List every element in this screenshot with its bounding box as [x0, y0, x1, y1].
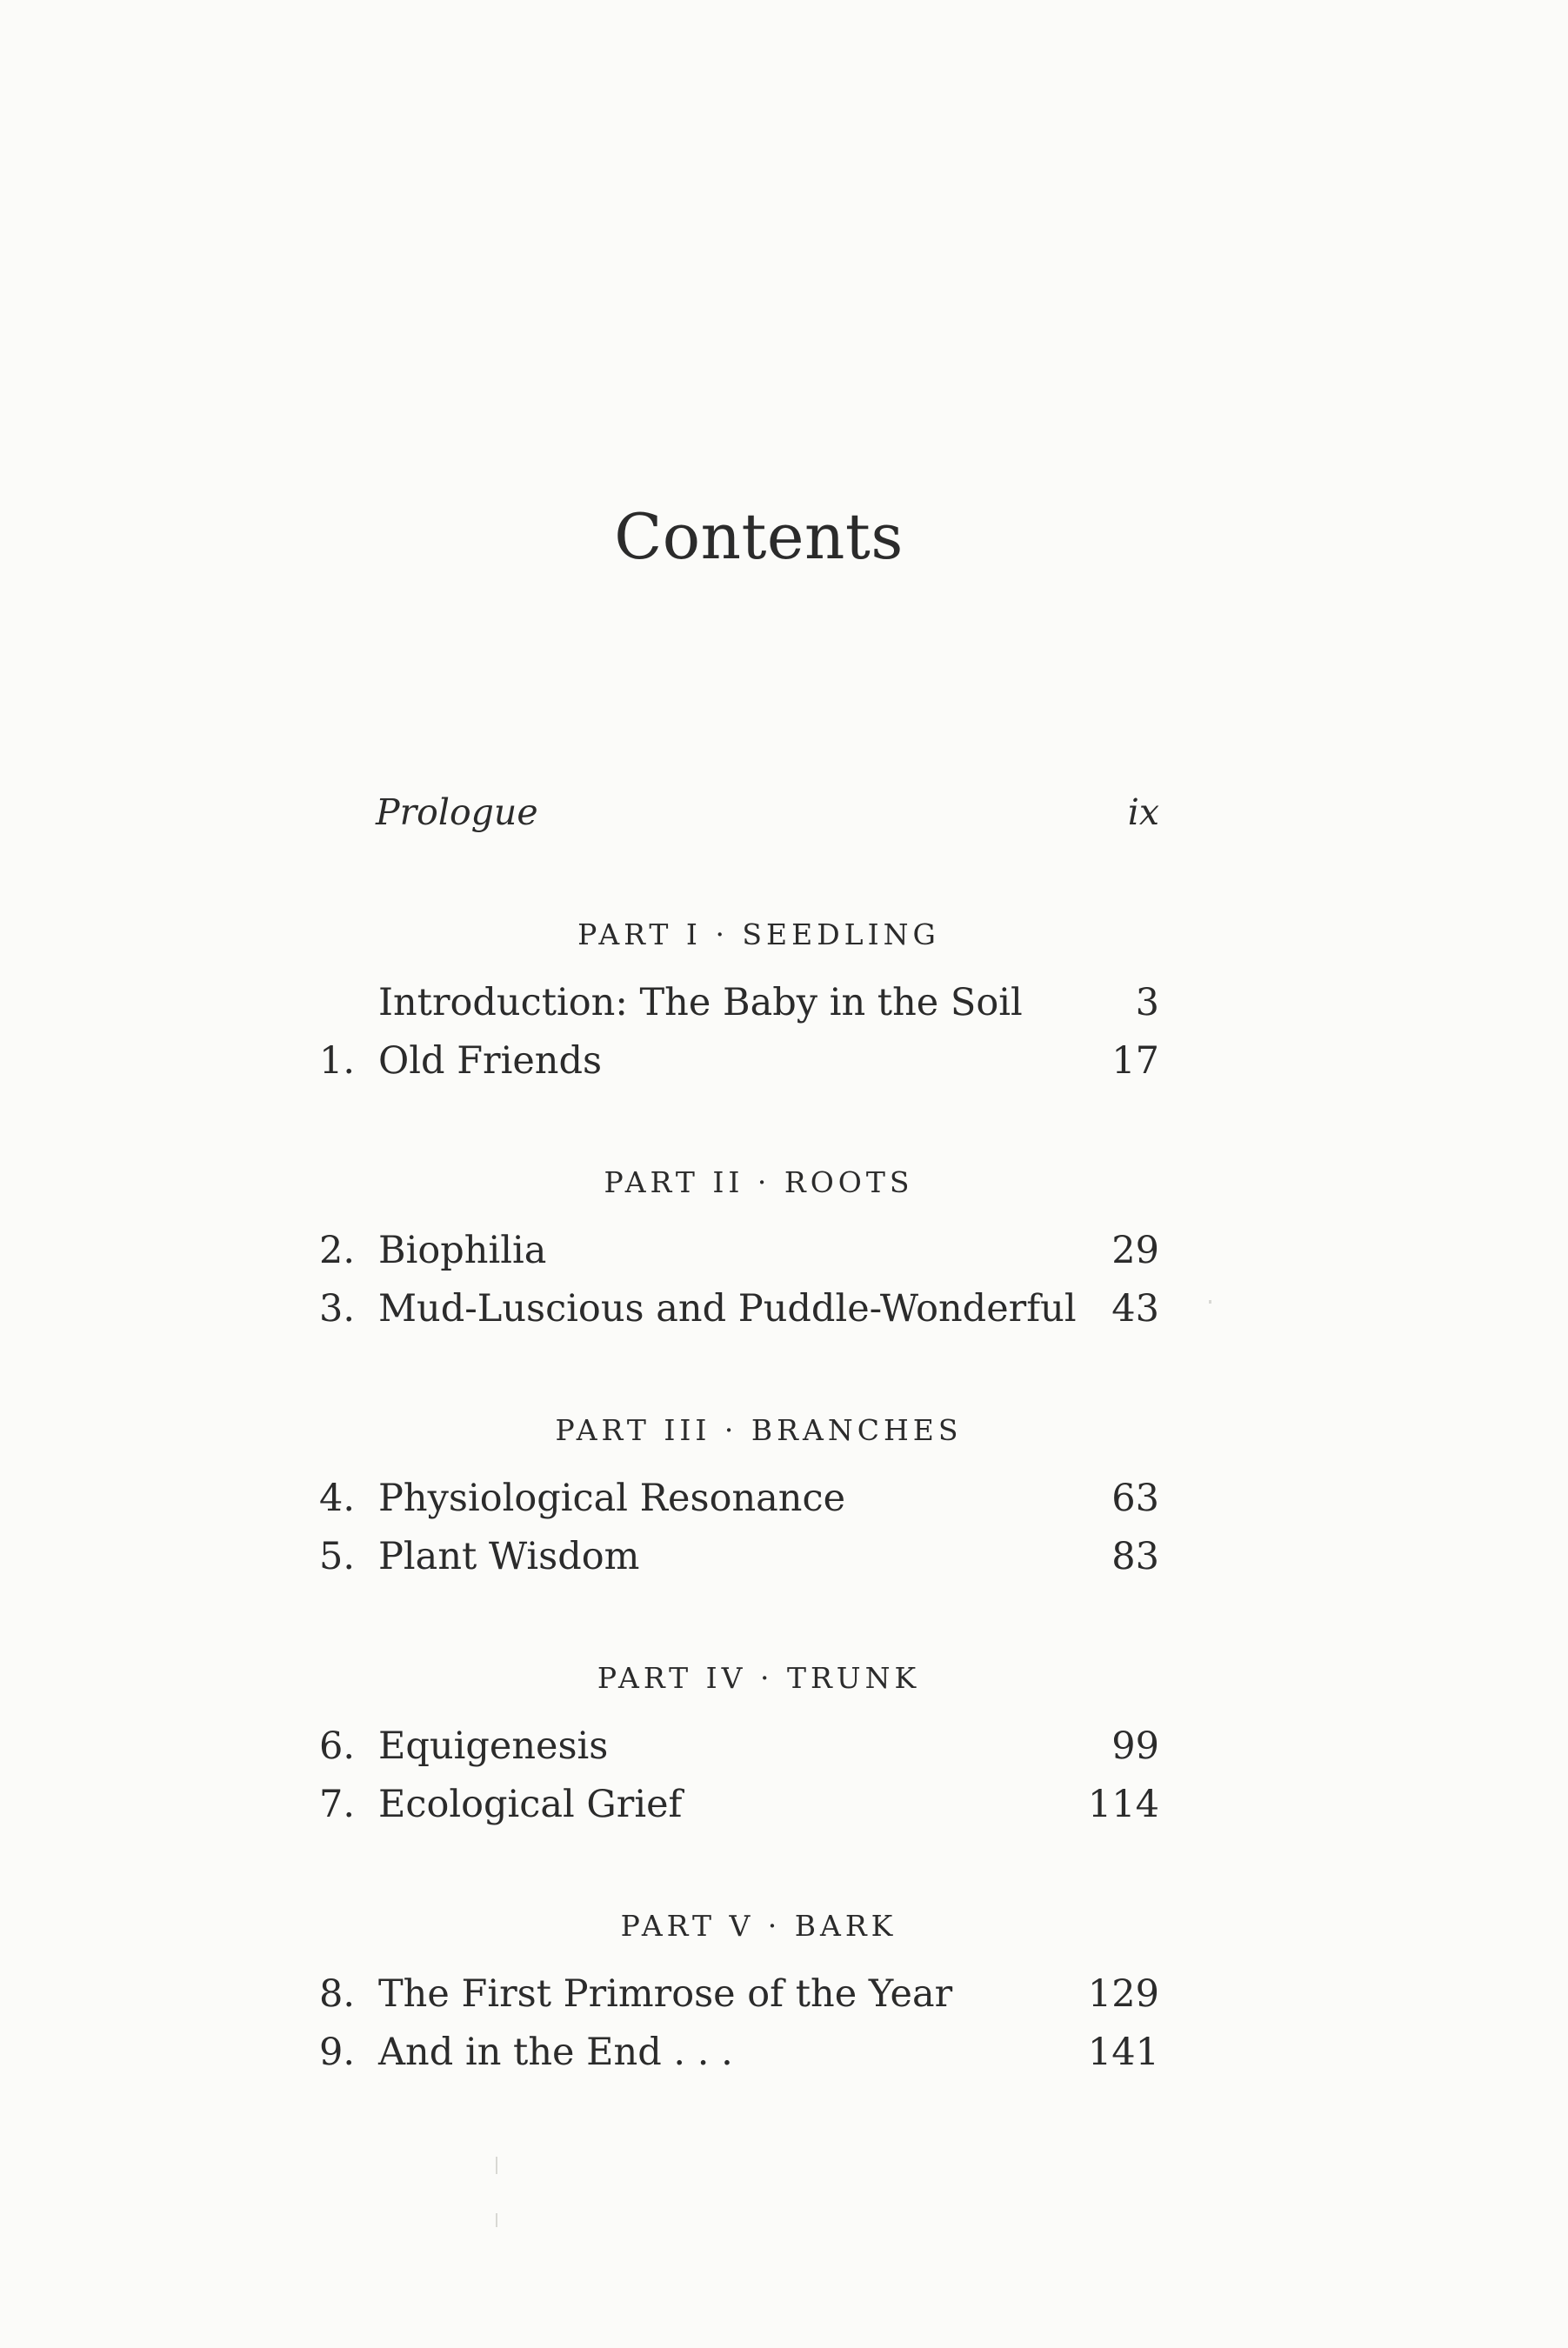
chapter-title: Biophilia: [378, 1229, 547, 1272]
chapter-page-number: 141: [1087, 2031, 1159, 2074]
scan-speck: [496, 2157, 497, 2174]
toc-entry[interactable]: [0, 1724, 1568, 1777]
chapter-page-number: 29: [1111, 1229, 1159, 1272]
chapter-title: Plant Wisdom: [378, 1535, 640, 1578]
chapter-page-number: 3: [1135, 981, 1159, 1024]
part-heading: PART II · ROOTS: [604, 1165, 914, 1199]
chapter-page-number: 17: [1111, 1039, 1159, 1083]
prologue-label[interactable]: Prologue: [376, 791, 538, 833]
toc-entry[interactable]: [0, 1229, 1568, 1281]
chapter-number: 2.: [318, 1229, 355, 1272]
scan-speck: [496, 2213, 497, 2227]
chapter-title: And in the End . . .: [378, 2031, 733, 2074]
chapter-number: 7.: [318, 1783, 355, 1826]
chapter-number: 5.: [318, 1535, 355, 1578]
chapter-number: 8.: [318, 1972, 355, 2016]
chapter-number: 1.: [318, 1039, 355, 1083]
toc-entry[interactable]: [0, 1535, 1568, 1587]
toc-entry[interactable]: [0, 1287, 1568, 1339]
part-heading: PART III · BRANCHES: [555, 1413, 963, 1447]
part-heading: PART V · BARK: [620, 1909, 897, 1943]
toc-entry[interactable]: [0, 1039, 1568, 1091]
chapter-title: Old Friends: [378, 1039, 603, 1083]
part-heading: PART I · SEEDLING: [577, 917, 940, 951]
scan-speck: [1209, 1300, 1211, 1304]
chapter-page-number: 114: [1087, 1783, 1159, 1826]
toc-entry[interactable]: [0, 1972, 1568, 2024]
chapter-title: Physiological Resonance: [378, 1477, 846, 1520]
prologue-page-number: ix: [1127, 791, 1159, 833]
chapter-number: 3.: [318, 1287, 355, 1331]
chapter-number: 4.: [318, 1477, 355, 1520]
chapter-title: Ecological Grief: [378, 1783, 683, 1826]
page-title: Contents: [614, 500, 904, 573]
chapter-number: 9.: [318, 2031, 355, 2074]
chapter-page-number: 83: [1111, 1535, 1159, 1578]
toc-entry[interactable]: [0, 2031, 1568, 2083]
chapter-number: 6.: [318, 1724, 355, 1768]
chapter-page-number: 43: [1111, 1287, 1159, 1331]
chapter-title: Equigenesis: [378, 1724, 609, 1768]
part-heading: PART IV · TRUNK: [597, 1661, 921, 1695]
chapter-title: Introduction: The Baby in the Soil: [378, 981, 1023, 1024]
chapter-title: Mud-Luscious and Puddle-Wonderful: [378, 1287, 1077, 1331]
chapter-page-number: 129: [1087, 1972, 1159, 2016]
chapter-page-number: 63: [1111, 1477, 1159, 1520]
toc-entry[interactable]: [0, 981, 1568, 1033]
chapter-title: The First Primrose of the Year: [378, 1972, 953, 2016]
chapter-page-number: 99: [1111, 1724, 1159, 1768]
toc-entry[interactable]: [0, 1477, 1568, 1529]
toc-entry[interactable]: [0, 1783, 1568, 1835]
